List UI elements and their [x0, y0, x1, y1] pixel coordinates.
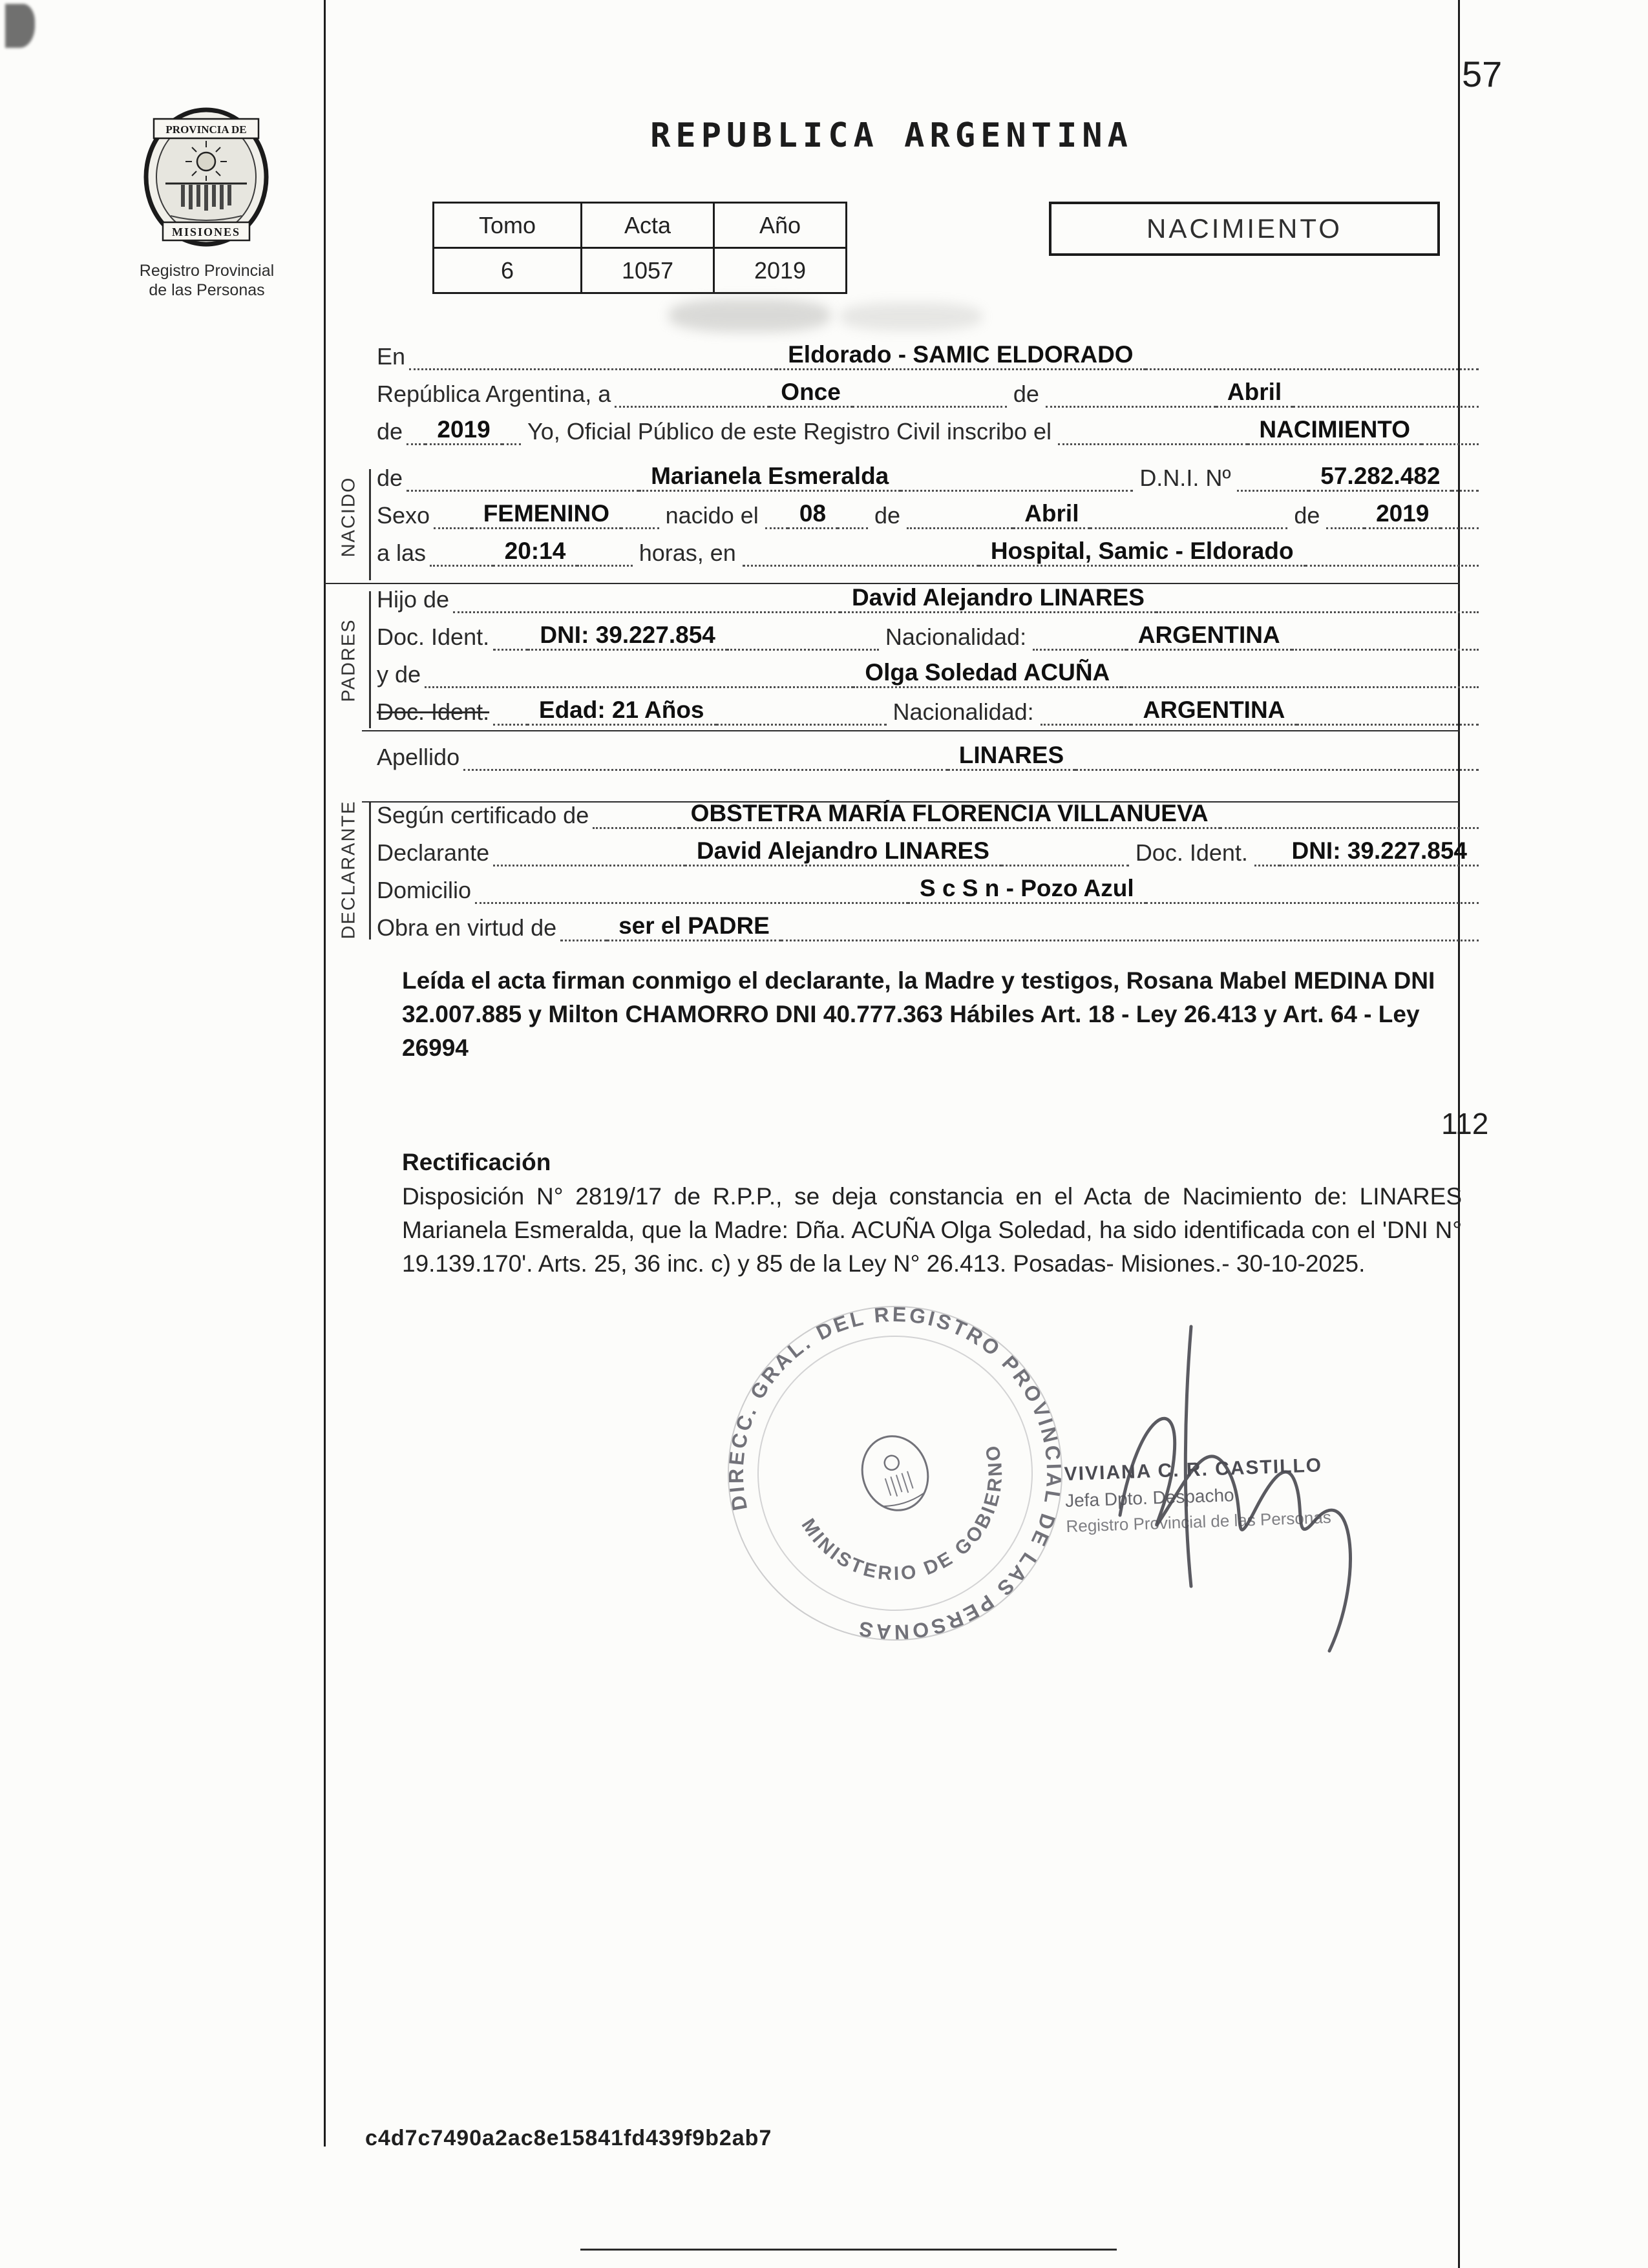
dotted-leader [502, 443, 521, 445]
form-line-mother [377, 653, 1479, 690]
dotted-leader [475, 902, 908, 904]
signer-role: Jefa Dpto. Despacho [1064, 1485, 1235, 1511]
dotted-leader [1075, 769, 1479, 771]
form-line-surname [377, 735, 1479, 773]
field-label: de [377, 465, 403, 491]
form-line-father [377, 578, 1479, 615]
dotted-leader [1146, 902, 1479, 904]
field-value-place: Eldorado - SAMIC ELDORADO [776, 341, 1145, 370]
signer-organization: Registro Provincial de las Personas [1066, 1507, 1332, 1537]
field-value-surname: LINARES [947, 742, 1075, 771]
verification-hash: c4d7c7490a2ac8e15841fd439f9b2ab7 [365, 2126, 772, 2150]
dotted-leader [463, 769, 947, 771]
svg-text:DIRECC. GRAL. DEL REGISTRO PRO [704, 1283, 1086, 1664]
form-line-certificate [377, 793, 1479, 831]
record-type-box: NACIMIENTO [1049, 202, 1440, 256]
field-label: Declarante [377, 839, 490, 866]
dotted-leader [407, 443, 425, 445]
section-bracket-nacido [369, 469, 371, 580]
bottom-edge-line [580, 2249, 1117, 2251]
field-label: Obra en virtud de [377, 914, 557, 941]
dotted-leader [1220, 827, 1479, 829]
section-label-nacido: NACIDO [338, 476, 359, 558]
dotted-leader [1305, 565, 1479, 567]
dotted-leader [1452, 490, 1479, 492]
field-value-declarant-name: David Alejandro LINARES [685, 837, 1001, 866]
field-label: nacido el [665, 502, 759, 529]
field-value-dni: 57.282.482 [1309, 463, 1452, 492]
official-round-stamp [704, 1283, 1086, 1664]
rectification-body: Disposición N° 2819/17 de R.P.P., se deja constancia en el Acta de Nacimiento de: LINARES Marianela Esmeralda, que la Madre: Dña. ACUÑA Olga Soledad, ha sido identificada con el 'DNI N° 19.139.170'. Arts. 25, 36 inc. c) y 85 de la Ley N° 26.413. Posadas- Misiones.- 30-10-2025. [402, 1183, 1462, 1277]
left-border-line [324, 0, 326, 2147]
certificate-form [377, 335, 1479, 943]
dotted-leader [407, 490, 639, 492]
page-number-mid: 112 [1441, 1107, 1489, 1140]
field-label: Yo, Oficial Público de este Registro Civil inscribo el [527, 418, 1052, 445]
dotted-leader [1237, 490, 1309, 492]
field-value-father-dni: DNI: 39.227.854 [528, 622, 727, 651]
field-value-father-name: David Alejandro LINARES [840, 584, 1156, 613]
field-value-mother-name: Olga Soledad ACUÑA [853, 659, 1121, 688]
dotted-leader [1033, 649, 1126, 651]
field-label: horas, en [639, 540, 736, 566]
field-value-address: S c S n - Pozo Azul [908, 875, 1146, 904]
stamp-outer-text: DIRECC. GRAL. DEL REGISTRO PROVINCIAL DE LAS PERSONAS [724, 1302, 1066, 1644]
form-line-date-words [377, 372, 1479, 410]
field-label: En [377, 343, 406, 370]
field-label: de [377, 418, 403, 445]
emblem-banner-bottom: MISIONES [171, 226, 241, 238]
field-value-year: 2019 [425, 416, 502, 445]
field-label: Según certificado de [377, 802, 589, 828]
dotted-leader [493, 865, 685, 866]
field-label: Apellido [377, 744, 460, 770]
dotted-leader [781, 940, 1479, 941]
dotted-leader [615, 406, 769, 408]
field-label: de [1013, 381, 1039, 407]
form-line-father-doc [377, 615, 1479, 653]
dotted-leader [1058, 443, 1247, 445]
dotted-leader [1001, 865, 1129, 866]
emblem-caption-line2: de las Personas [149, 281, 265, 299]
dotted-leader [1046, 406, 1216, 408]
signature-stamp-text [1064, 1454, 1331, 1537]
field-value-certifier: OBSTETRA MARÍA FLORENCIA VILLANUEVA [679, 800, 1220, 829]
dotted-leader [493, 724, 527, 726]
emblem-caption [129, 261, 284, 300]
field-value-capacity: ser el PADRE [607, 912, 781, 941]
field-label: Doc. Ident. [377, 624, 490, 650]
dotted-leader [430, 565, 493, 567]
field-label: Sexo [377, 502, 430, 529]
field-value-mother-nationality: ARGENTINA [1131, 697, 1296, 726]
dotted-leader [1422, 443, 1479, 445]
page-number-top: 57 [1462, 54, 1503, 94]
table-header-row [434, 203, 847, 248]
form-line-time-place [377, 531, 1479, 569]
document-title: REPUBLICA ARGENTINA [650, 116, 1133, 155]
form-line-mother-doc [377, 690, 1479, 728]
field-value-mother-age: Edad: 21 Años [527, 697, 716, 726]
table-value-tomo: 6 [434, 248, 582, 293]
dotted-leader [907, 527, 1013, 529]
field-label: República Argentina, a [377, 381, 611, 407]
section-bracket-declarante [369, 803, 371, 940]
field-label: Nacionalidad: [885, 624, 1027, 650]
field-label: Hijo de [377, 586, 450, 613]
dotted-leader [577, 565, 632, 567]
misiones-emblem-logo [138, 102, 274, 256]
dotted-leader [716, 724, 887, 726]
scan-artifact [840, 302, 982, 331]
field-value-father-nationality: ARGENTINA [1126, 622, 1292, 651]
table-header-tomo: Tomo [434, 203, 582, 248]
dotted-leader [1041, 724, 1132, 726]
dotted-leader [1090, 527, 1287, 529]
emblem-caption-line1: Registro Provincial [139, 262, 275, 280]
dotted-leader [434, 527, 472, 529]
record-index-table [432, 202, 847, 294]
dotted-leader [900, 490, 1133, 492]
dotted-leader [1293, 406, 1479, 408]
form-line-address [377, 868, 1479, 906]
sun-icon [197, 152, 215, 171]
signer-name: VIVIANA C. R. CASTILLO [1064, 1454, 1323, 1486]
field-value-declarant-dni: DNI: 39.227.854 [1280, 837, 1479, 866]
field-value-birth-time: 20:14 [493, 538, 578, 567]
table-value-anio: 2019 [714, 248, 847, 293]
field-label: y de [377, 661, 421, 688]
dotted-leader [852, 406, 1007, 408]
dotted-leader [743, 565, 979, 567]
table-header-anio: Año [714, 203, 847, 248]
scan-artifact [5, 4, 35, 48]
section-label-declarante: DECLARANTE [338, 800, 359, 940]
dotted-leader [1441, 527, 1479, 529]
table-header-acta: Acta [582, 203, 714, 248]
field-label-struck: Doc. Ident. [377, 698, 490, 725]
field-value-given-names: Marianela Esmeralda [639, 463, 900, 492]
section-label-padres: PADRES [338, 618, 359, 702]
field-value-birth-year: 2019 [1364, 500, 1441, 529]
form-line-sex-birthdate [377, 494, 1479, 531]
rectification-title: Rectificación [402, 1149, 551, 1175]
table-value-acta: 1057 [582, 248, 714, 293]
field-label: Doc. Ident. [1135, 839, 1248, 866]
dotted-leader [409, 368, 776, 370]
witnesses-paragraph: Leída el acta firman conmigo el declarante, la Madre y testigos, Rosana Mabel MEDINA DNI 32.007.885 y Milton CHAMORRO DNI 40.777.363 Hábiles Art. 18 - Ley 26.413 y Art. 64 - Ley 26994 [402, 967, 1435, 1061]
form-line-name-dni [377, 456, 1479, 494]
field-label: Nacionalidad: [893, 698, 1034, 725]
dotted-leader [1156, 611, 1479, 613]
field-value-day-word: Once [769, 379, 852, 408]
rectification-block [402, 1149, 1462, 1281]
table-value-row [434, 248, 847, 293]
dotted-leader [838, 527, 868, 529]
field-value-sex: FEMENINO [472, 500, 621, 529]
dotted-leader [1145, 368, 1479, 370]
dotted-leader [493, 649, 528, 651]
field-label: Domicilio [377, 877, 472, 903]
field-label: de [1294, 502, 1320, 529]
field-value-record-type: NACIMIENTO [1247, 416, 1422, 445]
field-value-birth-month: Abril [1013, 500, 1090, 529]
dotted-leader [425, 686, 853, 688]
dotted-leader [453, 611, 840, 613]
dotted-leader [765, 527, 788, 529]
form-line-declarant [377, 831, 1479, 868]
field-value-birth-place: Hospital, Samic - Eldorado [979, 538, 1305, 567]
field-value-birth-day: 08 [788, 500, 838, 529]
dotted-leader [1254, 865, 1280, 866]
form-line-capacity [377, 906, 1479, 943]
form-line-year-inscription [377, 410, 1479, 447]
stamp-inner-text: MINISTERIO DE GOBIERNO [797, 1441, 1007, 1585]
field-label: D.N.I. Nº [1139, 465, 1231, 491]
field-label: a las [377, 540, 427, 566]
dotted-leader [1296, 724, 1479, 726]
dotted-leader [727, 649, 879, 651]
dotted-leader [560, 940, 607, 941]
dotted-leader [1121, 686, 1479, 688]
form-line-place [377, 335, 1479, 372]
field-value-month: Abril [1216, 379, 1293, 408]
dotted-leader [621, 527, 659, 529]
section-bracket-padres [369, 591, 371, 728]
emblem-banner-top: PROVINCIA DE [165, 123, 247, 136]
field-label: de [874, 502, 901, 529]
dotted-leader [1292, 649, 1479, 651]
dotted-leader [1326, 527, 1364, 529]
scan-artifact [669, 299, 830, 332]
dotted-leader [593, 827, 679, 829]
